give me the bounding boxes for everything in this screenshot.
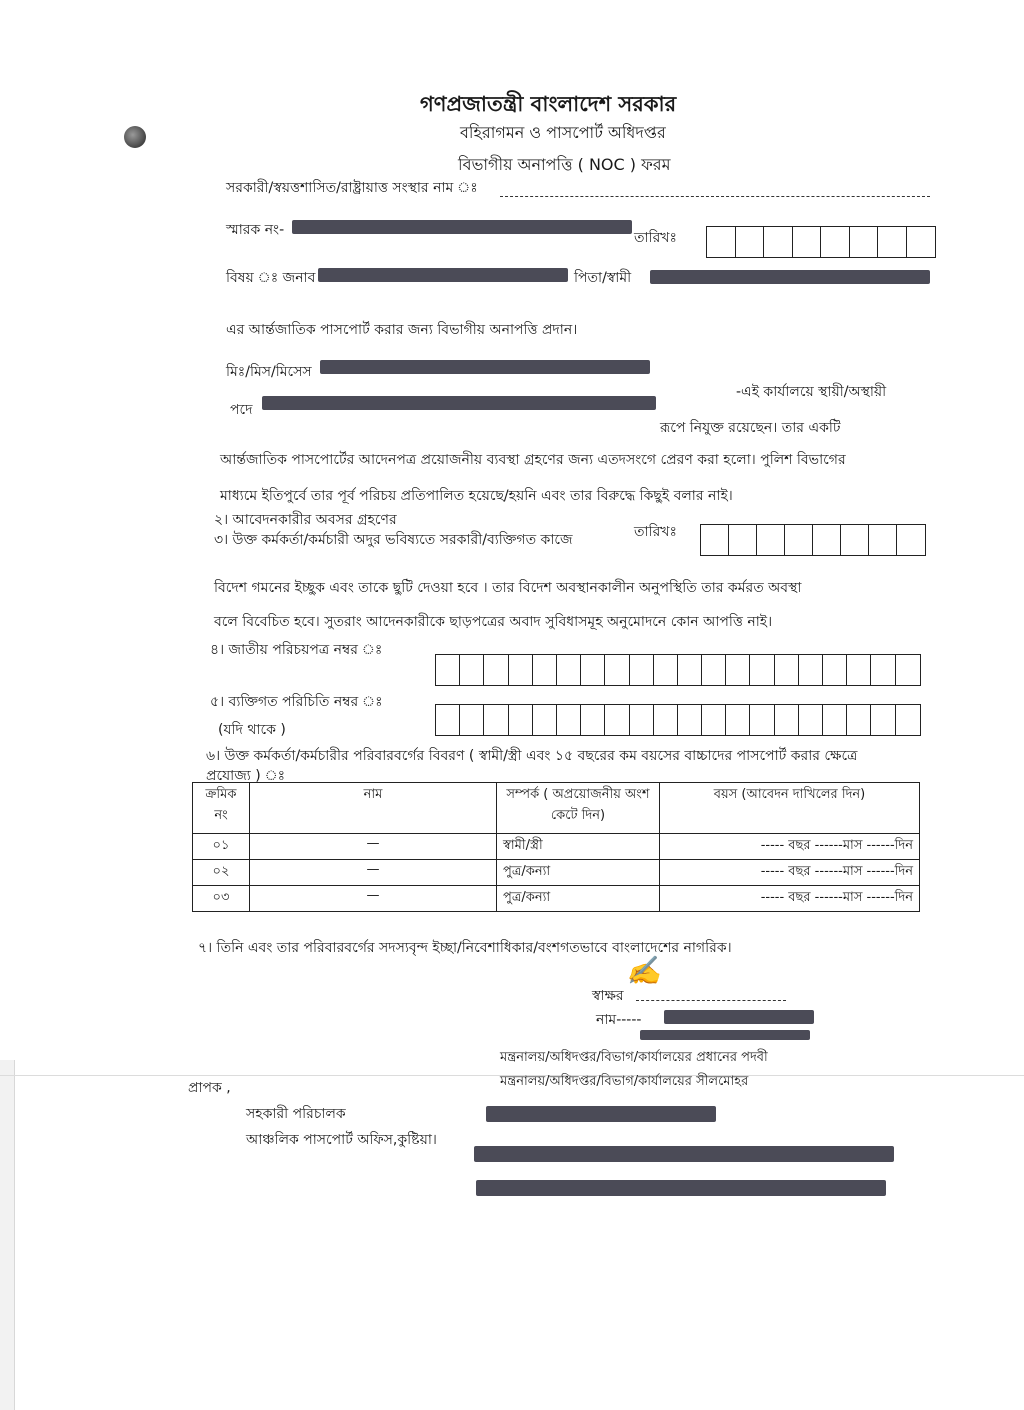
retire-date-boxes xyxy=(700,524,926,556)
digit-cell xyxy=(775,705,799,735)
table-cell-rel: স্বামী/স্ত্রী xyxy=(497,834,660,860)
digit-cell xyxy=(793,227,822,257)
table-cell-name: — xyxy=(250,834,497,860)
date-label: তারিখঃ xyxy=(634,230,677,246)
table-row xyxy=(193,860,920,886)
website-redacted xyxy=(476,1180,886,1196)
digit-cell xyxy=(764,227,793,257)
digit-cell xyxy=(897,525,925,555)
sign-label: স্বাক্ষর xyxy=(592,988,624,1004)
table-cell-sl: ০১ xyxy=(193,834,250,860)
recipient-label: প্রাপক , xyxy=(188,1080,231,1096)
digit-cell xyxy=(750,655,774,685)
item3-line1: ৩। উক্ত কর্মকর্তা/কর্মচারী অদুর ভবিষ্যতে সরকারী/ব্যক্তিগত কাজে xyxy=(214,532,573,548)
digit-cell xyxy=(775,655,799,685)
digit-cell xyxy=(581,705,605,735)
email-redacted xyxy=(474,1146,894,1162)
designation-line: মন্ত্রনালয়/অধিদপ্তর/বিভাগ/কার্যালয়ের প্রধানের পদবী xyxy=(500,1050,768,1065)
dept-name: বহিরাগমন ও পাসপোর্ট অধিদপ্তর xyxy=(460,123,666,142)
digit-cell xyxy=(871,705,895,735)
org-line xyxy=(500,196,930,197)
subject-label: বিষয় ঃ জনাব xyxy=(226,270,316,286)
office-tail: -এই কার্যালয়ে স্থায়ী/অস্থায়ী xyxy=(736,384,887,400)
digit-cell xyxy=(436,655,460,685)
digit-cell xyxy=(841,525,869,555)
digit-cell xyxy=(533,705,557,735)
table-cell-rel: পুত্র/কন্যা xyxy=(497,886,660,912)
table-row xyxy=(193,886,920,912)
digit-cell xyxy=(707,227,736,257)
item6-line2: প্রযোজ্য ) ঃ xyxy=(206,768,286,784)
retire-date-label: তারিখঃ xyxy=(634,524,677,540)
digit-cell xyxy=(878,227,907,257)
sign-line xyxy=(636,1000,786,1001)
table-cell-age: ----- বছর ------মাস ------দিন xyxy=(660,886,920,912)
digit-cell xyxy=(581,655,605,685)
post-redacted xyxy=(262,396,656,410)
table-header: বয়স (আবেদন দাখিলের দিন) xyxy=(660,783,920,834)
digit-cell xyxy=(533,655,557,685)
item5-note: (যদি থাকে ) xyxy=(218,722,286,738)
digit-cell xyxy=(799,705,823,735)
scan-edge xyxy=(0,1060,15,1410)
signer-name-redacted xyxy=(664,1010,814,1024)
table-header: ক্রমিক নং xyxy=(193,783,250,834)
post-tail: রূপে নিযুক্ত রয়েছেন। তার একটি xyxy=(660,420,841,436)
officer-name-redacted xyxy=(320,360,650,374)
digit-cell xyxy=(821,227,850,257)
digit-cell xyxy=(871,655,895,685)
punch-hole xyxy=(124,126,146,148)
family-table xyxy=(192,782,920,912)
table-row xyxy=(193,834,920,860)
digit-cell xyxy=(729,525,757,555)
item7: ৭। তিনি এবং তার পরিবারবর্গের সদস্যবৃন্দ ইচ্ছা/নিবেশাধিকার/বংশগতভাবে বাংলাদেশের নাগরিক। xyxy=(198,940,732,956)
signer-stamp-redacted xyxy=(640,1030,810,1040)
table-header: নাম xyxy=(250,783,497,834)
nid-boxes xyxy=(435,654,921,686)
digit-cell xyxy=(605,705,629,735)
table-cell-age: ----- বছর ------মাস ------দিন xyxy=(660,860,920,886)
digit-cell xyxy=(630,705,654,735)
digit-cell xyxy=(678,655,702,685)
digit-cell xyxy=(750,705,774,735)
digit-cell xyxy=(630,655,654,685)
pid-boxes xyxy=(435,704,921,736)
item3-line3: বলে বিবেচিত হবে। সুতরাং আদেনকারীকে ছাড়পত্রের অবাদ সুবিধাসমূহ অনুমোদনে কোন আপত্তি নাই। xyxy=(214,614,773,630)
item5-label: ৫। ব্যক্তিগত পরিচিতি নম্বর ঃ xyxy=(210,694,383,710)
item3-line2: বিদেশ গমনের ইচ্ছুক এবং তাকে ছুটি দেওয়া হবে । তার বিদেশ অবস্থানকালীন অনুপস্থিতি তার কর্মরত অবস্থা xyxy=(214,580,802,596)
digit-cell xyxy=(460,705,484,735)
digit-cell xyxy=(484,655,508,685)
item2-label: ২। আবেদনকারীর অবসর গ্রহণের xyxy=(214,512,397,528)
para1-line3: মাধ্যমে ইতিপুর্বে তার পূর্ব পরিচয় প্রতিপালিত হয়েছে/হয়নি এবং তার বিরুদ্ধে কিছুই বলার নাই। xyxy=(220,488,733,504)
digit-cell xyxy=(850,227,879,257)
memo-label: স্মারক নং- xyxy=(226,222,285,238)
digit-cell xyxy=(702,705,726,735)
digit-cell xyxy=(460,655,484,685)
digit-cell xyxy=(896,705,920,735)
digit-cell xyxy=(678,705,702,735)
digit-cell xyxy=(509,655,533,685)
digit-cell xyxy=(736,227,765,257)
digit-cell xyxy=(847,705,871,735)
org-label: সরকারী/স্বয়ত্তশাসিত/রাষ্ট্রায়াত্ত সংস্থার নাম ঃ xyxy=(226,180,478,196)
item4-label: ৪। জাতীয় পরিচয়পত্র নম্বর ঃ xyxy=(210,642,383,658)
digit-cell xyxy=(557,705,581,735)
phone-redacted xyxy=(486,1106,716,1122)
digit-cell xyxy=(757,525,785,555)
table-header: সম্পর্ক ( অপ্রয়োজনীয় অংশ কেটে দিন) xyxy=(497,783,660,834)
item6-line1: ৬। উক্ত কর্মকর্তা/কর্মচারীর পরিবারবর্গের বিবরণ ( স্বামী/স্ত্রী এবং ১৫ বছরের কম বয়সের বাচ্চাদের পাসপোর্ট করার ক্ষেত্রে xyxy=(206,748,858,764)
digit-cell xyxy=(436,705,460,735)
digit-cell xyxy=(869,525,897,555)
digit-cell xyxy=(726,705,750,735)
digit-cell xyxy=(907,227,936,257)
table-cell-sl: ০২ xyxy=(193,860,250,886)
digit-cell xyxy=(702,655,726,685)
memo-redacted xyxy=(292,220,632,234)
recipient-line1: সহকারী পরিচালক xyxy=(246,1106,346,1122)
table-cell-name: — xyxy=(250,886,497,912)
digit-cell xyxy=(726,655,750,685)
gov-title: গণপ্রজাতন্ত্রী বাংলাদেশ সরকার xyxy=(420,92,677,116)
table-cell-name: — xyxy=(250,860,497,886)
digit-cell xyxy=(509,705,533,735)
table-cell-sl: ০৩ xyxy=(193,886,250,912)
post-label: পদে xyxy=(230,402,253,418)
digit-cell xyxy=(896,655,920,685)
digit-cell xyxy=(605,655,629,685)
digit-cell xyxy=(823,705,847,735)
digit-cell xyxy=(813,525,841,555)
digit-cell xyxy=(484,705,508,735)
digit-cell xyxy=(785,525,813,555)
para1-line2: আর্ন্তজাতিক পাসপোর্টের আদেনপত্র প্রয়োজনীয় ব্যবস্থা গ্রহণের জন্য এতদসংগে প্রেরণ করা হলো। পুলিশ বিভাগের xyxy=(220,452,846,468)
subject-tail: এর আর্ন্তজাতিক পাসপোর্ট করার জন্য বিভাগীয় অনাপত্তি প্রদান। xyxy=(226,322,578,338)
digit-cell xyxy=(654,655,678,685)
digit-cell xyxy=(823,655,847,685)
subject-name-redacted xyxy=(318,268,568,282)
signature: ✍ xyxy=(626,954,661,987)
digit-cell xyxy=(701,525,729,555)
issue-date-boxes xyxy=(706,226,936,258)
recipient-line2: আঞ্চলিক পাসপোর্ট অফিস,কুষ্টিয়া। xyxy=(246,1132,437,1148)
digit-cell xyxy=(847,655,871,685)
seal-line: মন্ত্রনালয়/অধিদপ্তর/বিভাগ/কার্যালয়ের সীলমোহর xyxy=(500,1074,749,1089)
father-label: পিতা/স্বামী xyxy=(574,270,632,286)
name-label: নাম----- xyxy=(596,1012,642,1028)
digit-cell xyxy=(654,705,678,735)
father-name-redacted xyxy=(650,270,930,284)
digit-cell xyxy=(799,655,823,685)
table-cell-age: ----- বছর ------মাস ------দিন xyxy=(660,834,920,860)
table-cell-rel: পুত্র/কন্যা xyxy=(497,860,660,886)
form-title: বিভাগীয় অনাপত্তি ( NOC ) ফরম xyxy=(458,155,671,174)
mr-label: মিঃ/মিস/মিসেস xyxy=(226,364,312,380)
digit-cell xyxy=(557,655,581,685)
